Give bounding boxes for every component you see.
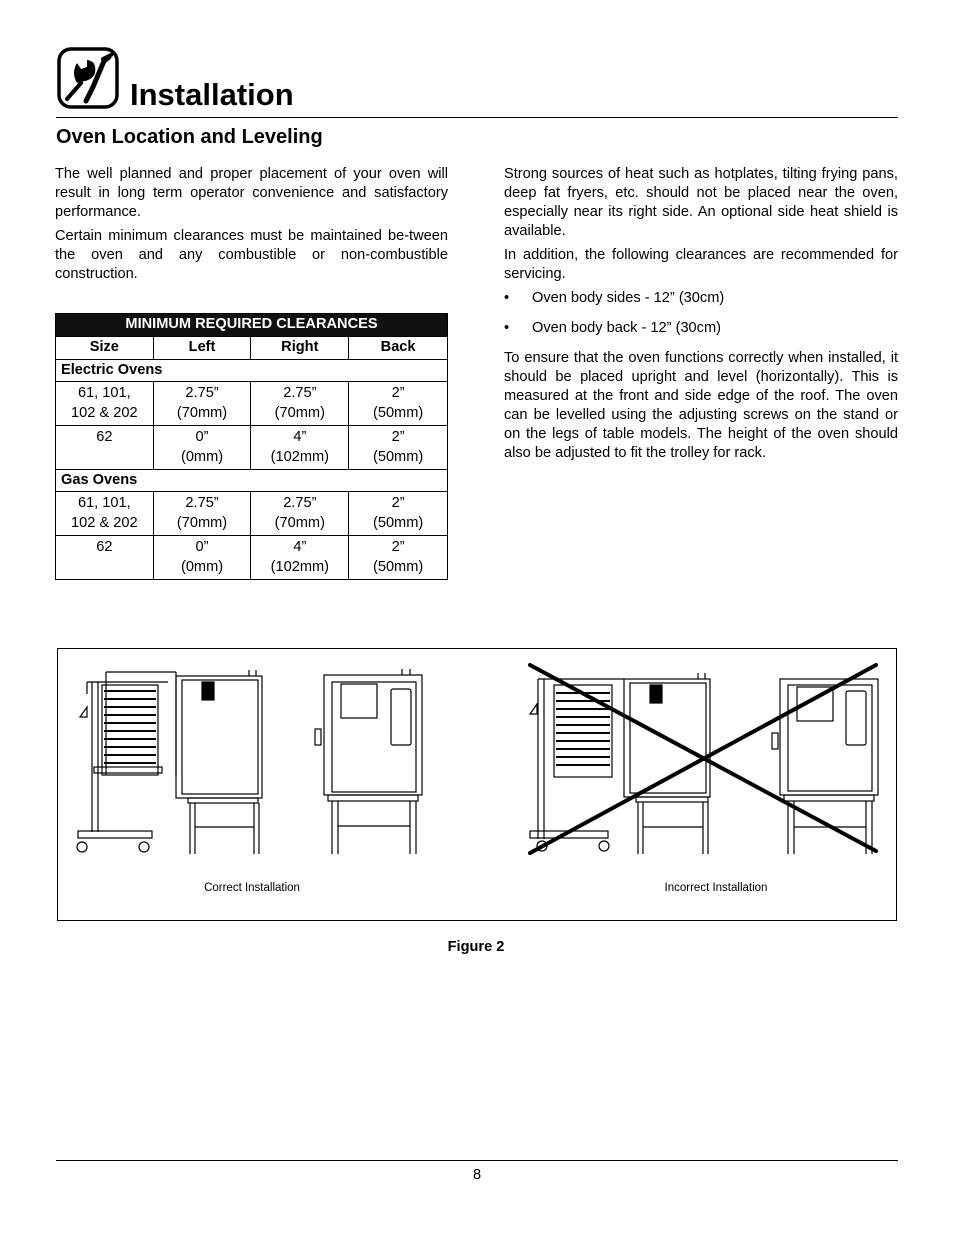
table-cell: 61, 101, 102 & 202 (56, 382, 154, 426)
list-item: • Oven body sides - 12” (30cm) (504, 290, 725, 306)
correct-front-view-oven-illustration (315, 669, 422, 854)
right-column (504, 165, 898, 468)
title-divider (56, 117, 898, 118)
table-row (56, 492, 448, 536)
page-title: Installation (130, 77, 294, 112)
correct-installation-caption: Correct Installation (204, 882, 300, 894)
table-row (56, 426, 448, 470)
tools-icon (57, 47, 119, 109)
page-number: 8 (472, 1167, 482, 1183)
table-cell: 4” (102mm) (251, 536, 349, 580)
incorrect-side-view-oven-illustration (530, 673, 710, 854)
table-cell: 2.75” (70mm) (251, 382, 349, 426)
column-header: Back (349, 337, 448, 360)
bullet: • (504, 290, 510, 306)
table-title: MINIMUM REQUIRED CLEARANCES (56, 314, 448, 337)
servicing-paragraph: In addition, the following clearances are recommended for servicing. (504, 247, 898, 282)
table-cell: 2” (50mm) (349, 492, 448, 536)
clearance-paragraph: Certain minimum clearances must be maintained be-tween the oven and any combustible or non-combustible construction. (55, 228, 448, 282)
table-cell: 2.75” (70mm) (251, 492, 349, 536)
group-header: Electric Ovens (56, 360, 448, 382)
table-cell: 2.75” (70mm) (153, 382, 251, 426)
correct-side-view-oven-illustration (77, 670, 262, 854)
leveling-paragraph: To ensure that the oven functions correctly when installed, it should be placed upright and level (horizontally). This is measured at the front and side edge of the roof. The oven can be levelled using the adjusting screws on the stand or on the legs of table models. The height of the oven should also be adjusted to fit the trolley for rack. (504, 350, 898, 461)
table-cell: 4” (102mm) (251, 426, 349, 470)
table-cell: 0” (0mm) (153, 536, 251, 580)
figure-label: Figure 2 (447, 939, 505, 955)
incorrect-installation-caption: Incorrect Installation (664, 882, 768, 894)
incorrect-front-view-oven-illustration (772, 679, 878, 854)
left-column (55, 165, 448, 289)
table-cell: 62 (56, 426, 154, 470)
table-cell: 2” (50mm) (349, 426, 448, 470)
table-cell: 0” (0mm) (153, 426, 251, 470)
table-cell: 62 (56, 536, 154, 580)
footer-divider (56, 1160, 898, 1161)
column-header: Right (251, 337, 349, 360)
table-row (56, 382, 448, 426)
column-header: Left (153, 337, 251, 360)
bullet: • (504, 320, 510, 336)
table-cell: 2.75” (70mm) (153, 492, 251, 536)
installation-figure (57, 648, 897, 921)
table-cell: 61, 101, 102 & 202 (56, 492, 154, 536)
list-item: • Oven body back - 12” (30cm) (504, 320, 721, 336)
table-cell: 2” (50mm) (349, 536, 448, 580)
oven-installation-illustration (58, 649, 896, 920)
table-row (56, 536, 448, 580)
section-title: Oven Location and Leveling (56, 126, 323, 148)
heat-sources-paragraph: Strong sources of heat such as hotplates, tilting frying pans, deep fat fryers, etc. should not be placed near the oven, especially near its right side. An optional side heat shield is available. (504, 166, 898, 239)
intro-paragraph: The well planned and proper placement of your oven will result in long term operator convenience and satisfactory performance. (55, 166, 448, 220)
servicing-clearance-list (504, 289, 898, 338)
clearance-table (55, 313, 448, 580)
group-header: Gas Ovens (56, 470, 448, 492)
table-cell: 2” (50mm) (349, 382, 448, 426)
column-header: Size (56, 337, 154, 360)
